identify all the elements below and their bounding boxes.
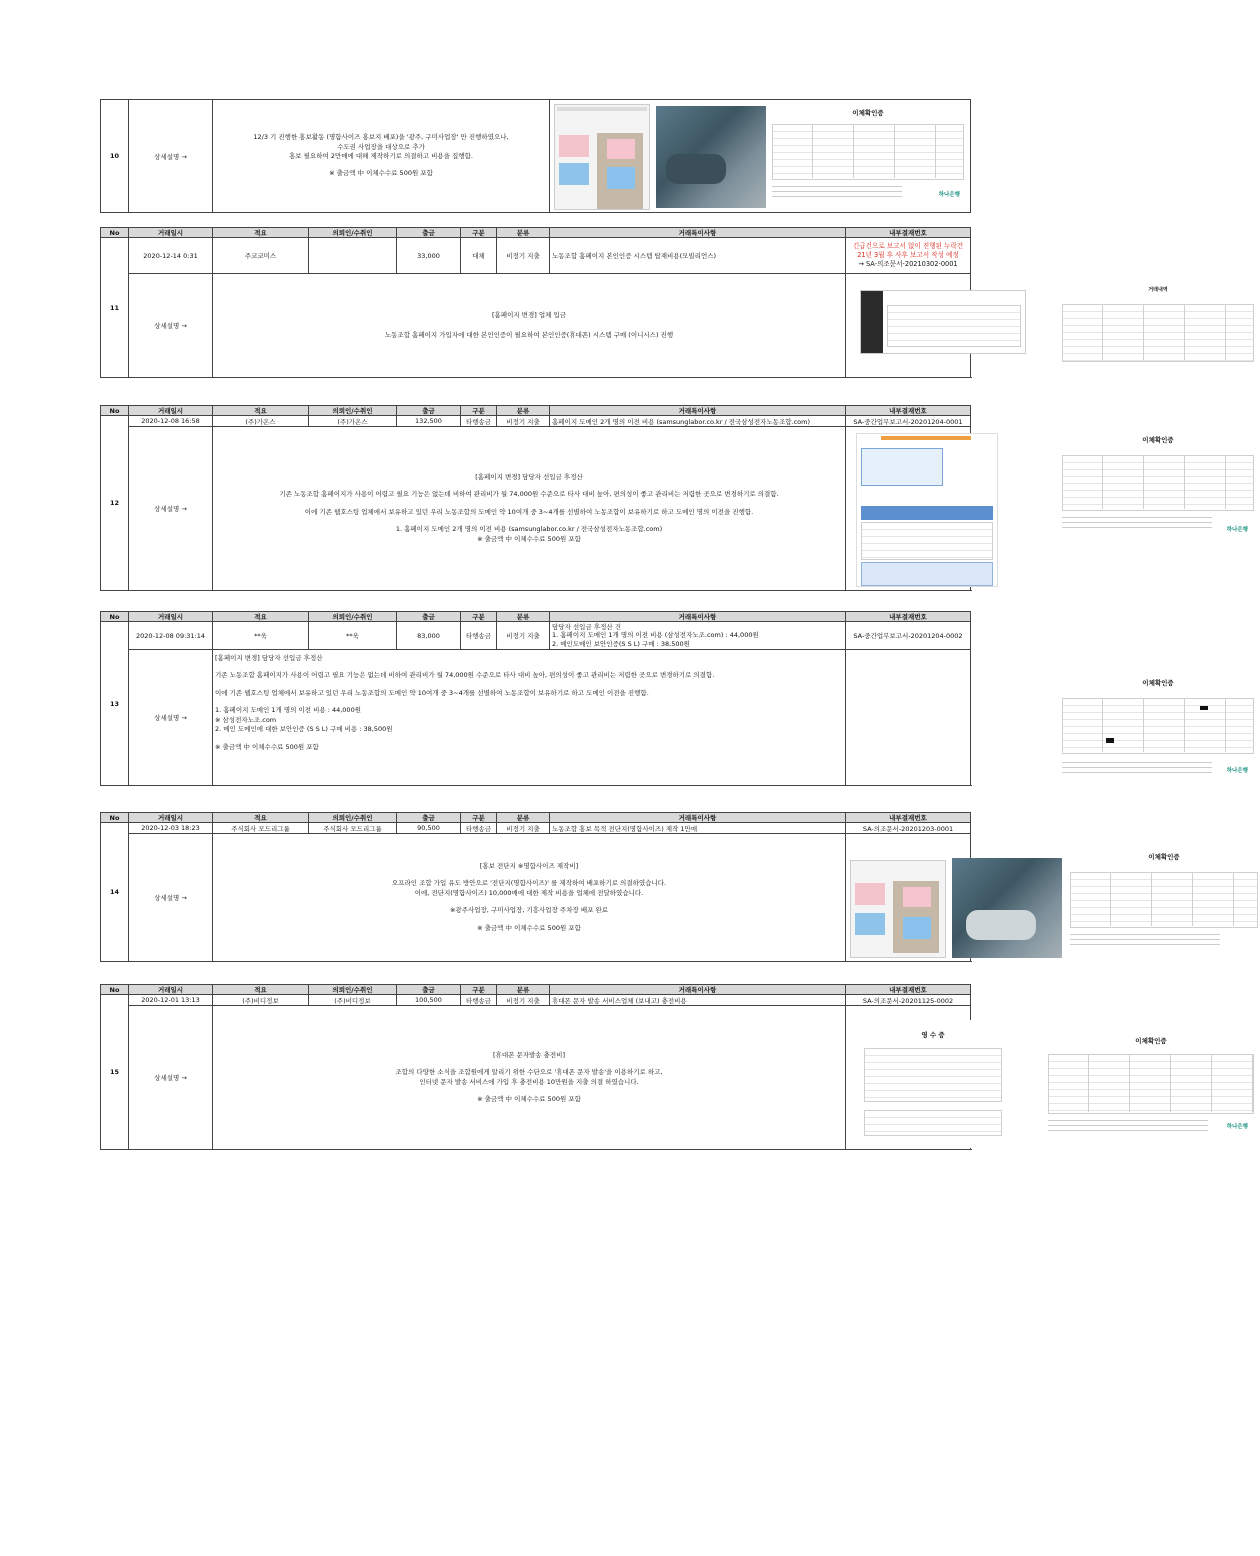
entry-description: [홈페이지 변경] 담당자 선입금 후정산 기존 노동조합 홈페이지가 사용이 어렵고 필요 기능은 없는데 비하여 관리비가 월 74,000원 수준으로 타사 대비 높아, 편의성이 좋고 관리비는 저렴한 곳으로 변경하기로 의결함. 이에 기존 웹호스팅 업체에서 보유하고 있던 우리 노동조합의 도메인 약 10여개 중 3~4개를 선별하여 노동조합이 보유하기로 하고 도메인 명의 이전을 진행함. 1. 홈페이지 도메인 2개 명의 이전 비용 (samsunglabor.co.kr / 전국삼성전자노동조합.com) ※ 출금액 中 이체수수료 500원 포함 [213, 427, 846, 591]
domain-invoice-doc [856, 433, 998, 587]
entry-table-11: No 거래일시 적요 의뢰인/수취인 출금 구분 분류 거래특이사항 내부결재번호 11 2020-12-14 0:31 주코코미스 33,000 대체 비정기 지출 노동조합 홈페이지 본인인증 시스템 탑재비용(모빌리언스) 긴급건으로 보고서 없이 진행된 누락건 21년 3월 후 사후 보고서 작성 예정 → SA-의조문서-20210302-0001 상세설명 → [홈페이지 변경] 업체 입금 노동조합 홈페이지 가입자에 대한 본인인증이 필요하여 본인인증(휴대폰) 시스템 구매 (이니시스) 진행 거래내역 [100, 227, 971, 378]
entry-description: 12/3 기 진행한 홍보활동 (명함사이즈 홍보지 배포)을 '광주, 구미사업장' 만 진행하였으나, 수도권 사업장을 대상으로 추가 홍보 필요하여 2만매에 대해 제작하기로 의결하고 비용을 집행함. ※ 출금액 中 이체수수료 500원 포함 [213, 100, 550, 213]
receipt-doc: 영 수 증 [858, 1020, 1008, 1148]
car-photo-image [656, 106, 766, 208]
hana-bank-logo: 하나은행 [938, 192, 960, 198]
evidence-images [846, 1006, 1248, 1150]
detail-link[interactable]: 상세설명 → [129, 1006, 213, 1150]
transfer-confirmation-doc: 이체확인증 하나은행 [1046, 1024, 1256, 1144]
entry-table-15: No 거래일시 적요 의뢰인/수취인 출금 구분 분류 거래특이사항 내부결재번호 15 2020-12-01 13:13 (주)비디정보 (주)비디정보 100,500 타행송금 비정기 지출 휴대폰 문자 발송 서비스업체 (보내고) 충전비용 SA-의조문서-20201125-0002 상세설명 → [휴대폰 문자발송 충전비] 조합의 다양한 소식을 조합원에게 알리기 위한 수단으로 '휴대폰 문자 발송'을 이용하기로 하고, 인터넷 문자 발송 서비스에 가입 후 충전비용 10만원을 지출 의결 하였습니다. ※ 출금액 中 이체수수료 500원 포함 영 수 증 이체확인증 하나은행 [100, 984, 971, 1150]
transaction-row: 13 2020-12-08 09:31:14 **욱 **욱 83,000 타행송금 비정기 지출 담당자 선입금 후정산 건 1. 홈페이지 도메인 1개 명의 이전 비용 (삼성전자노조.com) : 44,000원 2. 메인도메인 보안인증(S S L) 구매 : 38,500원 SA-중간업무보고서-20201204-0002 [101, 622, 971, 650]
flyer-design-image [554, 104, 650, 210]
car-photo-image [952, 858, 1062, 958]
entry-table-12: No 거래일시 적요 의뢰인/수취인 출금 구분 분류 거래특이사항 내부결재번호 12 2020-12-08 16:58 (주)가온스 (주)가온스 132,500 타행송금 비정기 지출 홈페이지 도메인 2개 명의 이전 비용 (samsunglabor.co.kr / 전국삼성전자노동조합.com) SA-중간업무보고서-20201204-0001 상세설명 → [홈페이지 변경] 담당자 선입금 후정산 기존 노동조합 홈페이지가 사용이 어렵고 필요 기능은 없는데 비하여 관리비가 월 74,000원 수준으로 타사 대비 높아, 편의성이 좋고 관리비는 저렴한 곳으로 변경하기로 의결함. 이에 기존 웹호스팅 업체에서 보유하고 있던 우리 노동조합의 도메인 약 10여개 중 3~4개를 선별하여 노동조합이 보유하기로 하고 도메인 명의 이전을 진행함. 1. 홈페이지 도메인 2개 명의 이전 비용 (samsunglabor.co.kr / 전국삼성전자노동조합.com) ※ 출금액 中 이체수수료 500원 포함 이체확인증 하나은행 [100, 405, 971, 591]
entry-table-13: No 거래일시 적요 의뢰인/수취인 출금 구분 분류 거래특이사항 내부결재번호 13 2020-12-08 09:31:14 **욱 **욱 83,000 타행송금 비정기 지출 담당자 선입금 후정산 건 1. 홈페이지 도메인 1개 명의 이전 비용 (삼성전자노조.com) : 44,000원 2. 메인도메인 보안인증(S S L) 구매 : 38,500원 SA-중간업무보고서-20201204-0002 상세설명 → [홈페이지 변경] 담당자 선입금 후정산 기존 노동조합 홈페이지가 사용이 어렵고 필요 기능은 없는데 비하여 관리비가 월 74,000원 수준으로 타사 대비 높아, 편의성이 좋고 관리비는 저렴한 곳으로 변경하기로 의결함. 이에 기존 웹호스팅 업체에서 보유하고 있던 우리 노동조합의 도메인 약 10여개 중 3~4개를 선별하여 노동조합이 보유하기로 하고 도메인 이전을 진행함. 1. 홈페이지 도메인 1개 명의 이전 비용 : 44,000원 ※ 삼성전자노조.com 2. 메인 도메인에 대한 보안인증 (S S L) 구매 비용 : 38,500원 ※ 출금액 中 이체수수료 500원 포함 이체확인증 하나은행 [100, 611, 971, 786]
hana-bank-logo: 하나은행 [1226, 1124, 1248, 1130]
evidence-images [846, 650, 1248, 786]
payment-record-doc: 거래내역 [1060, 284, 1256, 372]
transaction-row: 12 2020-12-08 16:58 (주)가온스 (주)가온스 132,500 타행송금 비정기 지출 홈페이지 도메인 2개 명의 이전 비용 (samsunglabor.co.kr / 전국삼성전자노동조합.com) SA-중간업무보고서-20201204-0001 [101, 416, 971, 427]
entry-description: [홍보 전단지 ※명함사이즈 제작비] 오프라인 조합 가입 유도 방안으로 '전단지(명함사이즈)' 를 제작하여 배포하기로 의결하였습니다. 이에, 전단지(명함사이즈) 10,000매에 대한 제작 비용을 업체에 전달하였습니다. ※광주사업장, 구미사업장, 기흥사업장 주차장 배포 완료 ※ 출금액 中 이체수수료 500원 포함 [213, 834, 846, 962]
entry-table-14: No 거래일시 적요 의뢰인/수취인 출금 구분 분류 거래특이사항 내부결재번호 14 2020-12-03 18:23 주식회사 모드리그룹 주식회사 모드리그룹 90,500 타행송금 비정기 지출 노동조합 홍보 목적 전단지(명함사이즈) 제작 1만매 SA-의조문서-20201203-0001 상세설명 → [홍보 전단지 ※명함사이즈 제작비] 오프라인 조합 가입 유도 방안으로 '전단지(명함사이즈)' 를 제작하여 배포하기로 의결하였습니다. 이에, 전단지(명함사이즈) 10,000매에 대한 제작 비용을 업체에 전달하였습니다. ※광주사업장, 구미사업장, 기흥사업장 주차장 배포 완료 ※ 출금액 中 이체수수료 500원 포함 이체확인증 [100, 812, 971, 962]
evidence-images [550, 100, 971, 213]
detail-link[interactable]: 상세설명 → [129, 274, 213, 378]
entry-table-10 [100, 99, 971, 213]
evidence-images [846, 834, 1180, 962]
entry-number: 10 [101, 100, 129, 213]
hana-bank-logo: 하나은행 [1226, 527, 1248, 533]
redacted-block [1200, 706, 1208, 710]
approval-note: 긴급건으로 보고서 없이 진행된 누락건 21년 3월 후 사후 보고서 작성 예정 → SA-의조문서-20210302-0001 [846, 238, 971, 274]
evidence-images [846, 274, 1168, 378]
transaction-row: 15 2020-12-01 13:13 (주)비디정보 (주)비디정보 100,500 타행송금 비정기 지출 휴대폰 문자 발송 서비스업체 (보내고) 충전비용 SA-의조문서-20201125-0002 [101, 995, 971, 1006]
redacted-block [1106, 738, 1114, 743]
transfer-confirmation-doc: 이체확인증 [1068, 840, 1260, 958]
flyer-design-image [850, 860, 946, 958]
transaction-row: 14 2020-12-03 18:23 주식회사 모드리그룹 주식회사 모드리그룹 90,500 타행송금 비정기 지출 노동조합 홍보 목적 전단지(명함사이즈) 제작 1만매 SA-의조문서-20201203-0001 [101, 823, 971, 834]
evidence-images [846, 427, 1248, 591]
entry-description: [홈페이지 변경] 업체 입금 노동조합 홈페이지 가입자에 대한 본인인증이 필요하여 본인인증(휴대폰) 시스템 구매 (이니시스) 진행 [213, 274, 846, 378]
payment-system-screenshot [860, 290, 1026, 354]
detail-link[interactable]: 상세설명 → [129, 834, 213, 962]
detail-link[interactable]: 상세설명 → [129, 650, 213, 786]
entry-description: [휴대폰 문자발송 충전비] 조합의 다양한 소식을 조합원에게 알리기 위한 수단으로 '휴대폰 문자 발송'을 이용하기로 하고, 인터넷 문자 발송 서비스에 가입 후 충전비용 10만원을 지출 의결 하였습니다. ※ 출금액 中 이체수수료 500원 포함 [213, 1006, 846, 1150]
transaction-row: 11 2020-12-14 0:31 주코코미스 33,000 대체 비정기 지출 노동조합 홈페이지 본인인증 시스템 탑재비용(모빌리언스) 긴급건으로 보고서 없이 진행된 누락건 21년 3월 후 사후 보고서 작성 예정 → SA-의조문서-20210302-0001 [101, 238, 971, 274]
transfer-confirmation-doc: 이체확인증 하나은행 [1060, 433, 1256, 543]
detail-link[interactable]: 상세설명 → [129, 100, 213, 213]
entry-description: [홈페이지 변경] 담당자 선입금 후정산 기존 노동조합 홈페이지가 사용이 어렵고 필요 기능은 없는데 비하여 관리비가 월 74,000원 수준으로 타사 대비 높아, 편의성이 좋고 관리비는 저렴한 곳으로 변경하기로 의결함. 이에 기존 웹호스팅 업체에서 보유하고 있던 우리 노동조합의 도메인 약 10여개 중 3~4개를 선별하여 노동조합이 보유하기로 하고 도메인 이전을 진행함. 1. 홈페이지 도메인 1개 명의 이전 비용 : 44,000원 ※ 삼성전자노조.com 2. 메인 도메인에 대한 보안인증 (S S L) 구매 비용 : 38,500원 ※ 출금액 中 이체수수료 500원 포함 [213, 650, 846, 786]
hana-bank-logo: 하나은행 [1226, 768, 1248, 774]
transfer-confirmation-doc: 이체확인증 하나은행 [770, 106, 966, 206]
transfer-confirmation-doc: 이체확인증 하나은행 [1060, 676, 1256, 784]
detail-link[interactable]: 상세설명 → [129, 427, 213, 591]
